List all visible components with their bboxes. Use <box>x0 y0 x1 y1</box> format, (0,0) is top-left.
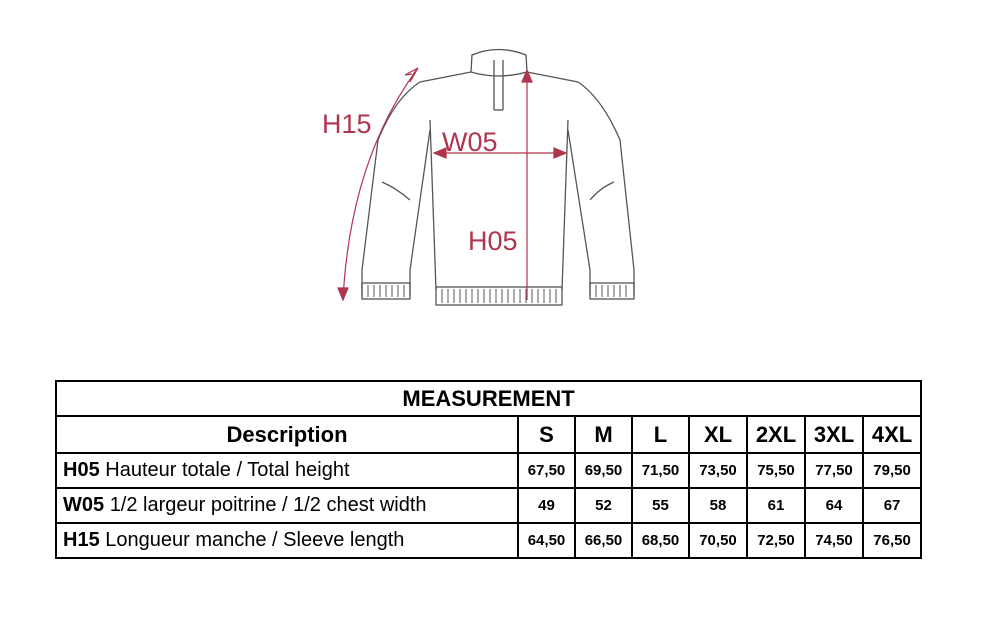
table-header-row <box>56 416 921 453</box>
h05-arrow-top <box>522 70 532 82</box>
table-cell: 72,50 <box>747 523 805 558</box>
h05-label: H05 <box>468 226 518 256</box>
table-cell: 64,50 <box>518 523 575 558</box>
table-cell: 64 <box>805 488 863 523</box>
table-cell: 67 <box>863 488 921 523</box>
size-header-2xl: 2XL <box>747 416 805 453</box>
table-row <box>56 488 921 523</box>
measurement-table <box>55 380 922 559</box>
table-cell: 77,50 <box>805 453 863 488</box>
table-cell: 71,50 <box>632 453 689 488</box>
size-header-l: L <box>632 416 689 453</box>
table-cell: 70,50 <box>689 523 747 558</box>
table-cell: 66,50 <box>575 523 632 558</box>
table-cell: 75,50 <box>747 453 805 488</box>
table-row <box>56 453 921 488</box>
table-cell: 79,50 <box>863 453 921 488</box>
table-cell: 74,50 <box>805 523 863 558</box>
table-cell: 61 <box>747 488 805 523</box>
h15-measure-line <box>343 68 418 300</box>
row-code: W05 <box>63 494 105 516</box>
table-cell: 52 <box>575 488 632 523</box>
size-header-4xl: 4XL <box>863 416 921 453</box>
row-code: H15 <box>63 529 100 551</box>
row-code: H05 <box>63 459 100 481</box>
description-header: Description <box>56 416 518 453</box>
row-label: 1/2 largeur poitrine / 1/2 chest width <box>109 494 427 516</box>
hem-ribbing <box>368 285 626 303</box>
size-header-xl: XL <box>689 416 747 453</box>
table-cell: 67,50 <box>518 453 575 488</box>
size-header-3xl: 3XL <box>805 416 863 453</box>
w05-label: W05 <box>442 127 498 157</box>
row-description <box>56 523 518 558</box>
table-cell: 55 <box>632 488 689 523</box>
table-cell: 73,50 <box>689 453 747 488</box>
sweater-outline <box>362 50 634 306</box>
table-cell: 49 <box>518 488 575 523</box>
size-header-s: S <box>518 416 575 453</box>
w05-arrow-right <box>554 148 566 158</box>
row-description <box>56 453 518 488</box>
h15-arrow-bottom <box>338 288 348 300</box>
sweater-measurement-diagram <box>300 30 680 330</box>
row-description <box>56 488 518 523</box>
size-header-m: M <box>575 416 632 453</box>
row-label: Longueur manche / Sleeve length <box>105 529 405 551</box>
table-title: MEASUREMENT <box>56 381 921 416</box>
table-row <box>56 523 921 558</box>
table-cell: 68,50 <box>632 523 689 558</box>
h15-label: H15 <box>322 109 372 139</box>
row-label: Hauteur totale / Total height <box>105 459 350 481</box>
table-cell: 69,50 <box>575 453 632 488</box>
table-cell: 58 <box>689 488 747 523</box>
table-cell: 76,50 <box>863 523 921 558</box>
